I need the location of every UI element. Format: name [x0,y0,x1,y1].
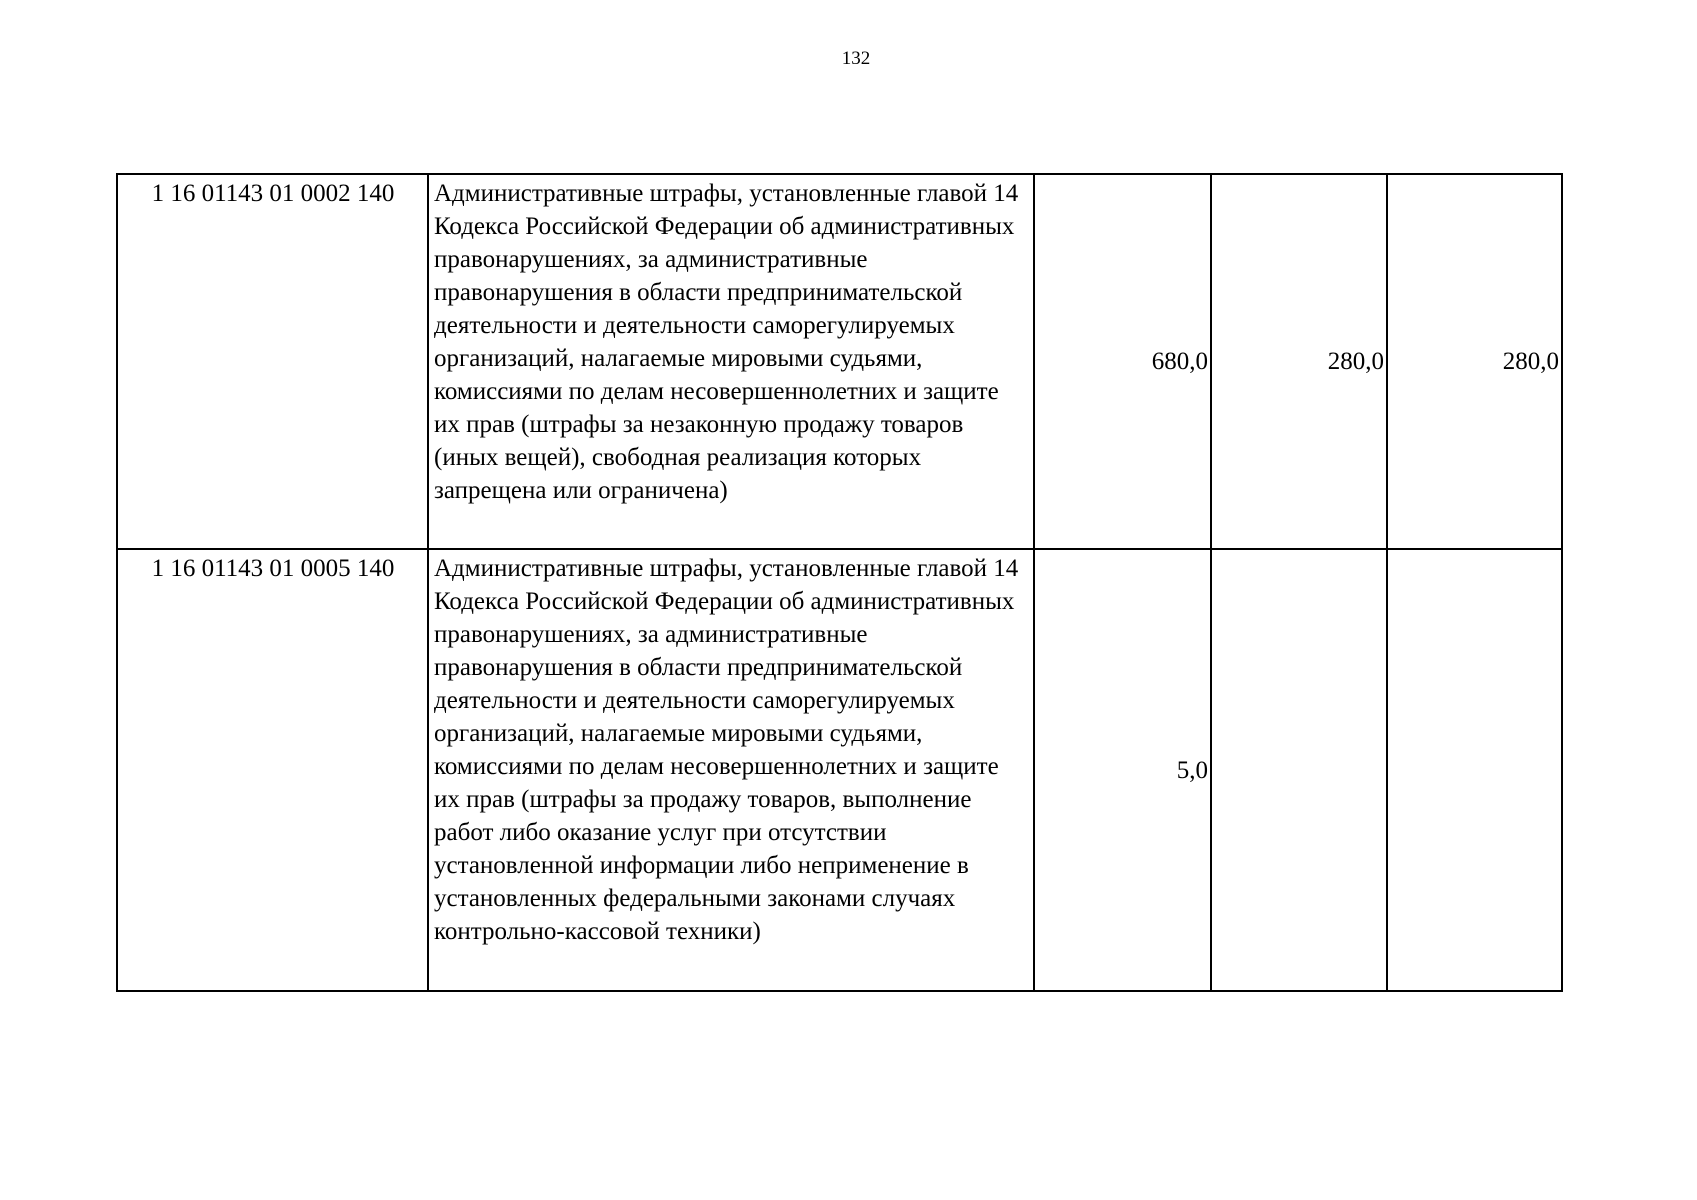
budget-code-cell: 1 16 01143 01 0002 140 [117,174,428,549]
budget-code-cell: 1 16 01143 01 0005 140 [117,549,428,991]
amount-year1-cell: 680,0 [1034,174,1211,549]
page-number: 132 [841,48,871,69]
amount-year1-cell: 5,0 [1034,549,1211,991]
amount-year3-cell [1387,549,1562,991]
amount-year2-cell [1211,549,1387,991]
table-row [117,549,1562,991]
description-cell: Административные штрафы, установленные главой 14 Кодекса Российской Федерации об административных правонарушениях, за административные правонарушения в области предпринимательской деятельности и деятельности саморегулируемых организаций, налагаемые мировыми судьями, комиссиями по делам несовершеннолетних и защите их прав (штрафы за незаконную продажу товаров (иных вещей), свободная реализация которых запрещена или ограничена) [428,174,1034,549]
revenue-table [116,173,1563,992]
amount-year3-cell: 280,0 [1387,174,1562,549]
table-row [117,174,1562,549]
description-cell: Административные штрафы, установленные главой 14 Кодекса Российской Федерации об административных правонарушениях, за административные правонарушения в области предпринимательской деятельности и деятельности саморегулируемых организаций, налагаемые мировыми судьями, комиссиями по делам несовершеннолетних и защите их прав (штрафы за продажу товаров, выполнение работ либо оказание услуг при отсутствии установленной информации либо неприменение в установленных федеральными законами случаях контрольно-кассовой техники) [428,549,1034,991]
amount-year2-cell: 280,0 [1211,174,1387,549]
